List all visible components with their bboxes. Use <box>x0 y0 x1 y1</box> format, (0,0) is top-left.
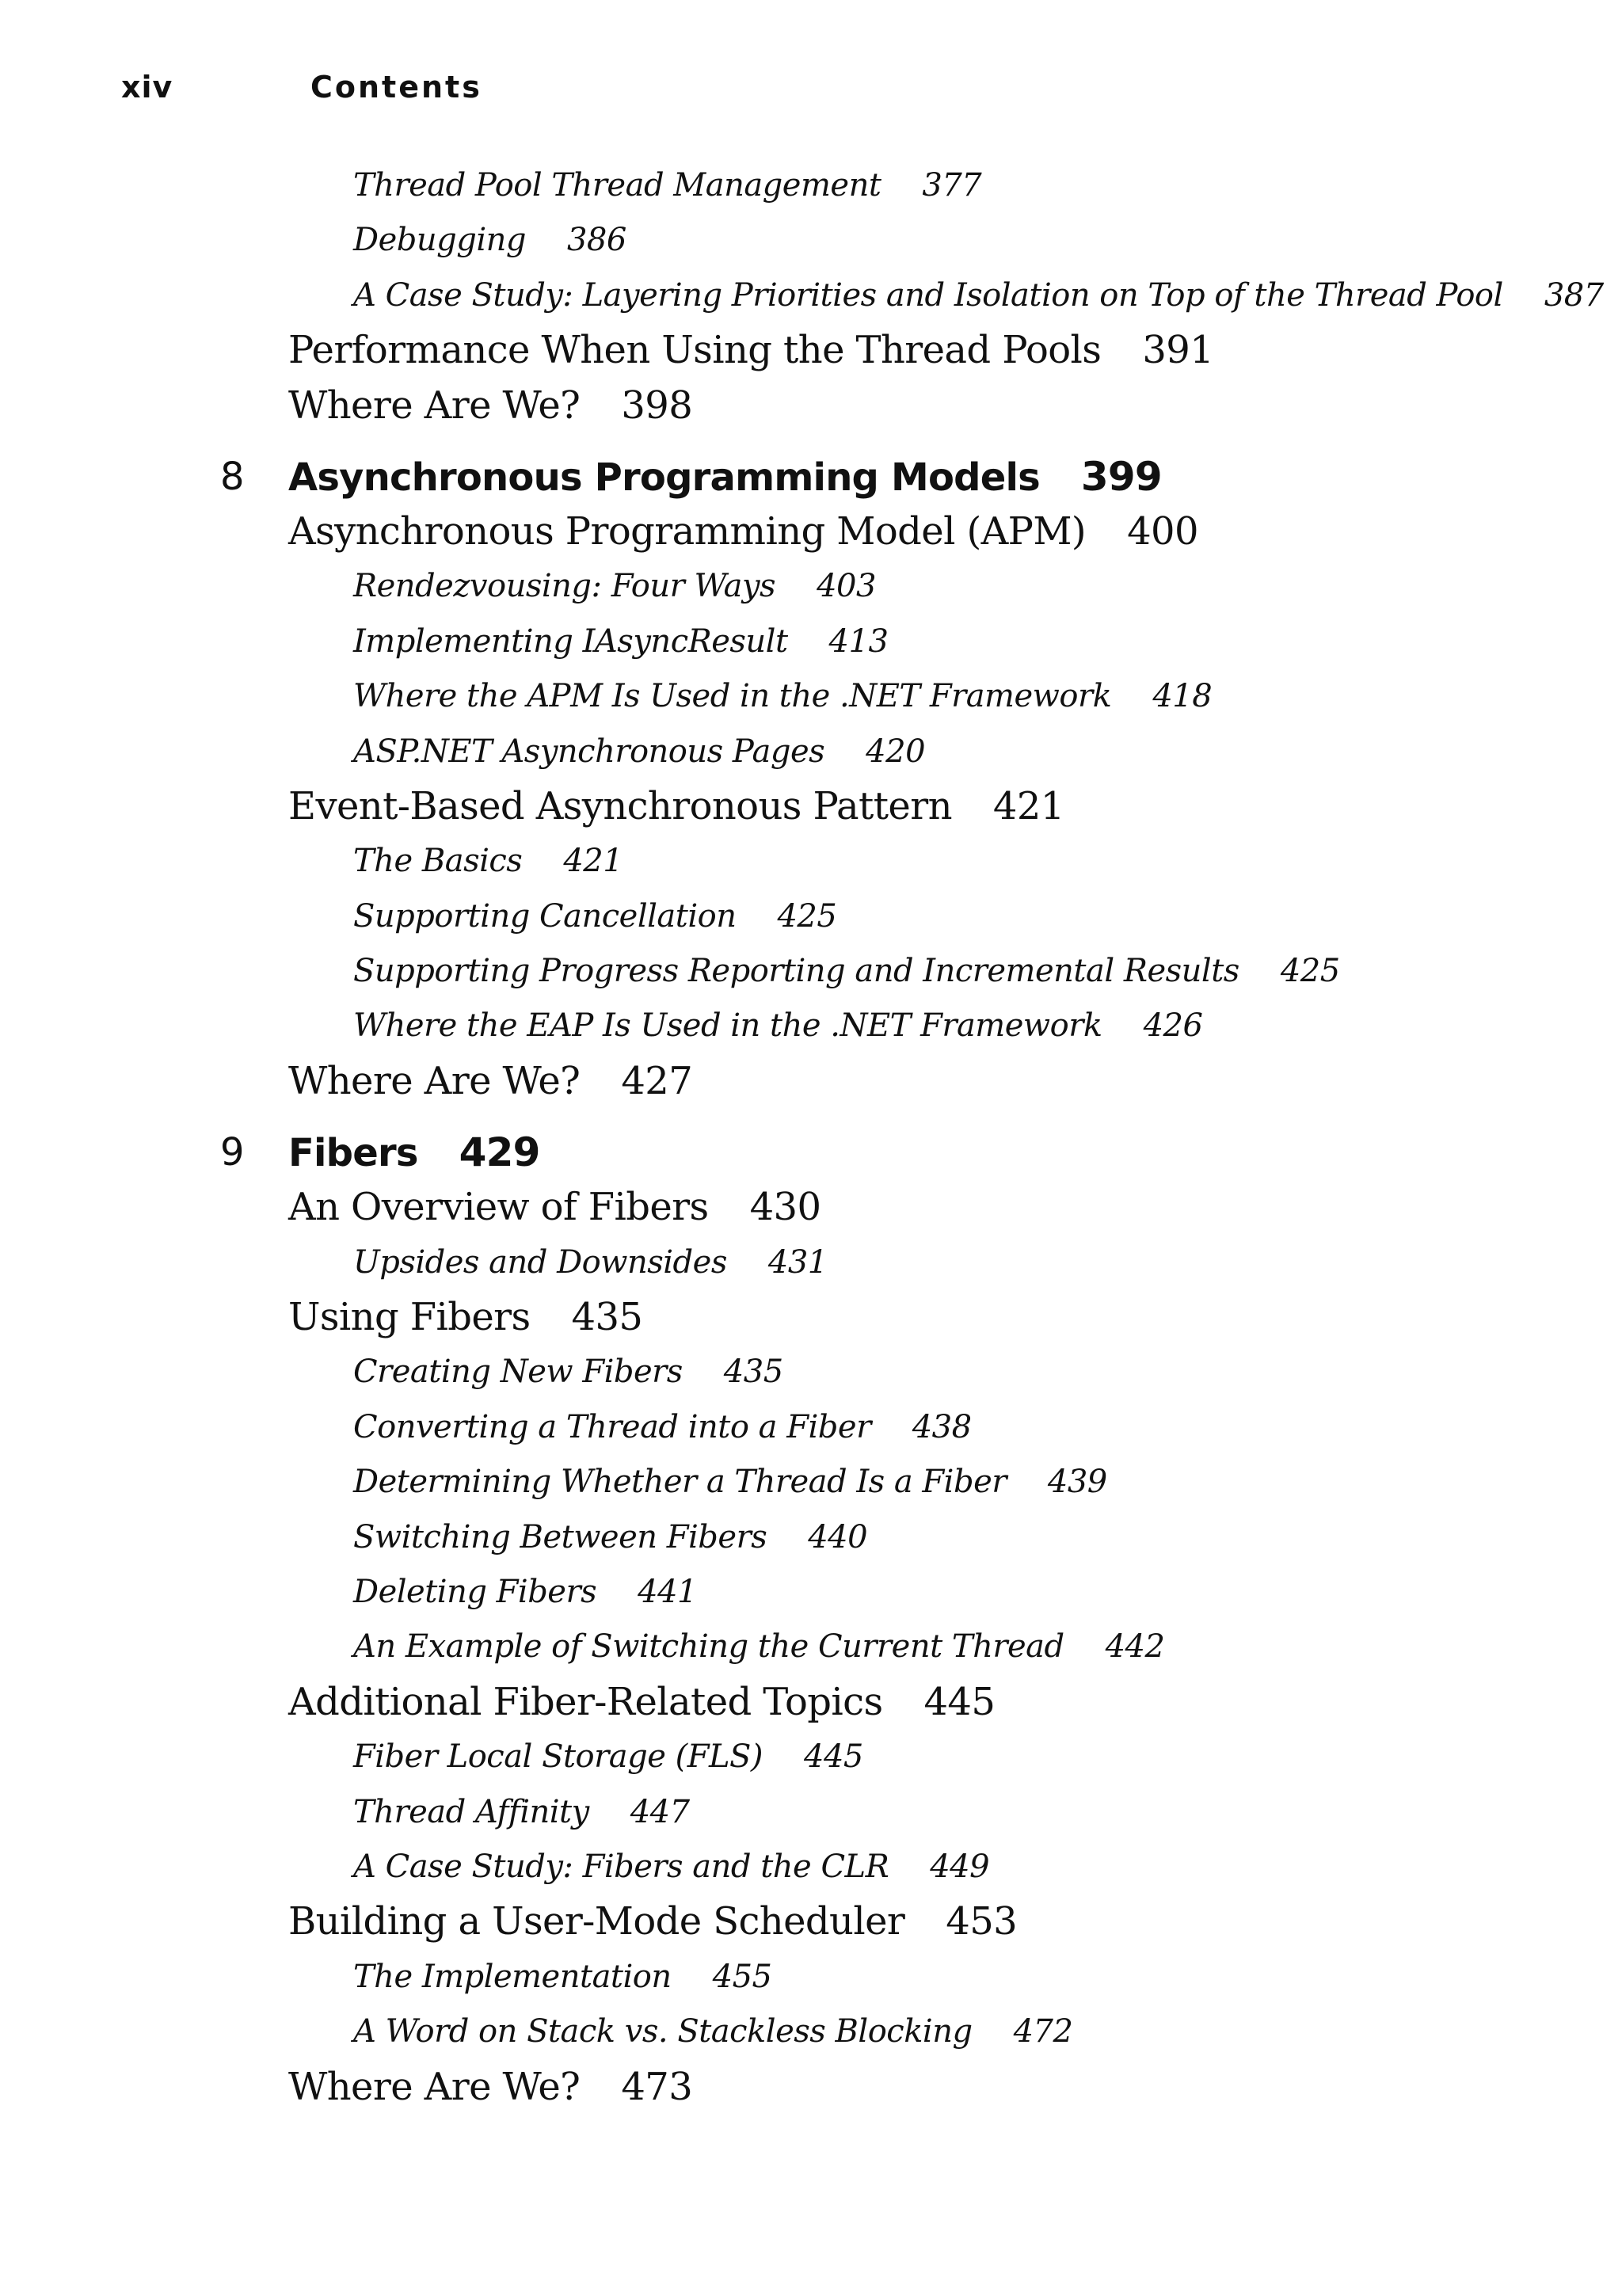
toc-page-number: 430 <box>749 1185 821 1230</box>
toc-page-number: 413 <box>828 623 889 660</box>
toc-entry-title: Rendezvousing: Four Ways <box>353 568 776 605</box>
toc-subsection <box>0 268 1622 323</box>
toc-entry-title: Where Are We? <box>288 1058 581 1103</box>
toc-section <box>0 1894 1622 1949</box>
toc-page-number: 429 <box>459 1129 540 1176</box>
toc-page-number: 386 <box>566 222 626 259</box>
toc-page-number: 440 <box>808 1518 868 1555</box>
toc-section <box>0 2060 1622 2115</box>
toc-entry-title: A Case Study: Fibers and the CLR <box>353 1848 889 1885</box>
toc-entry-title: Where Are We? <box>288 2064 581 2109</box>
toc-page-number: 403 <box>817 568 876 605</box>
toc-entry-title: Deleting Fibers <box>353 1573 597 1610</box>
toc-entry-title: Using Fibers <box>288 1295 531 1340</box>
toc-page-number: 426 <box>1143 1007 1203 1045</box>
toc-section <box>0 379 1622 433</box>
toc-entry-title: Event-Based Asynchronous Pattern <box>288 783 952 828</box>
toc-entry-title: Supporting Cancellation <box>353 897 737 935</box>
toc-entry-title: An Example of Switching the Current Thread <box>353 1628 1064 1666</box>
toc-subsection <box>0 2005 1622 2059</box>
toc-entry-title: The Basics <box>353 843 523 880</box>
toc-page-number: 377 <box>922 167 982 204</box>
toc-page-number: 445 <box>923 1679 996 1724</box>
toc-entry-title: Performance When Using the Thread Pools <box>288 328 1102 373</box>
toc-subsection <box>0 1345 1622 1399</box>
toc-page-number: 438 <box>912 1408 972 1445</box>
toc-page-number: 472 <box>1013 2013 1073 2050</box>
toc-section <box>0 1180 1622 1235</box>
toc-entry-title: Converting a Thread into a Fiber <box>353 1408 871 1445</box>
toc-page-number: 445 <box>804 1738 863 1776</box>
running-head <box>0 70 1622 117</box>
toc-page-number: 439 <box>1047 1464 1107 1501</box>
toc-entry-title: A Word on Stack vs. Stackless Blocking <box>353 2013 973 2050</box>
toc-entry-title: Fiber Local Storage (FLS) <box>353 1738 763 1776</box>
toc-entry-title: Fibers <box>288 1131 418 1176</box>
toc-page-number: 441 <box>638 1573 697 1610</box>
toc-entry-title: Where Are We? <box>288 383 581 428</box>
toc-section <box>0 323 1622 378</box>
toc-entry-title: The Implementation <box>353 1958 672 1995</box>
toc-subsection <box>0 1236 1622 1290</box>
toc-page-number: 449 <box>930 1848 990 1885</box>
toc-section <box>0 1675 1622 1730</box>
toc-page-number: 387 <box>1544 276 1604 314</box>
toc-entry-title: Determining Whether a Thread Is a Fiber <box>353 1464 1007 1501</box>
toc-entry-title: Asynchronous Programming Models <box>288 455 1040 500</box>
toc-entry-title: Where the EAP Is Used in the .NET Framework <box>353 1007 1102 1045</box>
toc-subsection <box>0 1785 1622 1840</box>
toc-subsection <box>0 1950 1622 2005</box>
toc-page-number: 427 <box>621 1058 693 1103</box>
toc-page-number: 421 <box>992 783 1064 828</box>
toc-page-number: 442 <box>1105 1628 1165 1666</box>
toc-subsection <box>0 669 1622 724</box>
toc-subsection <box>0 889 1622 944</box>
toc-subsection <box>0 1400 1622 1455</box>
toc-entry-title: Creating New Fibers <box>353 1354 683 1391</box>
toc-page-number: 453 <box>946 1899 1018 1944</box>
toc-entry-title: Thread Affinity <box>353 1793 589 1830</box>
toc-entry-title: Asynchronous Programming Model (APM) <box>288 508 1087 554</box>
toc-subsection <box>0 1565 1622 1620</box>
page-folio: xiv <box>121 70 173 105</box>
toc-chapter <box>0 1109 1622 1180</box>
toc-entry-title: A Case Study: Layering Priorities and Isolation on Top of the Thread Pool <box>353 276 1503 314</box>
toc-entry-title: Building a User-Mode Scheduler <box>288 1899 905 1944</box>
toc-entry-title: ASP.NET Asynchronous Pages <box>353 733 825 770</box>
toc-section <box>0 505 1622 559</box>
toc-entry-title: Supporting Progress Reporting and Incremental Results <box>353 953 1239 990</box>
toc-entry-title: Additional Fiber-Related Topics <box>288 1679 883 1724</box>
toc-page-number: 418 <box>1152 678 1213 715</box>
toc-page-number: 435 <box>723 1354 783 1391</box>
toc-entry-title: Implementing IAsyncResult <box>353 623 788 660</box>
toc-subsection <box>0 158 1622 213</box>
toc-subsection <box>0 213 1622 268</box>
toc-chapter <box>0 433 1622 505</box>
chapter-number: 8 <box>220 454 244 499</box>
toc-subsection <box>0 725 1622 779</box>
toc-entry-title: Switching Between Fibers <box>353 1518 767 1555</box>
toc-entry-title: Where the APM Is Used in the .NET Framework <box>353 678 1112 715</box>
toc-section <box>0 779 1622 834</box>
toc-page-number: 398 <box>621 383 693 428</box>
chapter-number: 9 <box>220 1130 244 1175</box>
toc-page-number: 425 <box>777 897 837 935</box>
toc-entry-title: Upsides and Downsides <box>353 1243 727 1281</box>
toc-entry-title: Debugging <box>353 222 526 259</box>
toc-entry-title: Thread Pool Thread Management <box>353 167 881 204</box>
toc-subsection <box>0 559 1622 614</box>
toc-page-number: 421 <box>563 843 623 880</box>
toc-page-number: 447 <box>630 1793 690 1830</box>
toc-entry-title: An Overview of Fibers <box>288 1185 709 1230</box>
toc-subsection <box>0 1730 1622 1784</box>
toc-subsection <box>0 1620 1622 1674</box>
toc-page-number: 455 <box>712 1958 772 1995</box>
toc-subsection <box>0 944 1622 999</box>
running-title: Contents <box>310 70 482 105</box>
toc-subsection <box>0 1510 1622 1565</box>
toc-section <box>0 1054 1622 1109</box>
toc-subsection <box>0 834 1622 889</box>
toc-page-number: 391 <box>1142 328 1214 373</box>
toc-subsection <box>0 1840 1622 1894</box>
toc-subsection <box>0 615 1622 669</box>
toc-subsection <box>0 1455 1622 1510</box>
toc-page-number: 435 <box>571 1295 643 1340</box>
toc-page-number: 400 <box>1127 508 1198 554</box>
table-of-contents <box>0 158 1622 2115</box>
toc-page-number: 425 <box>1280 953 1340 990</box>
toc-page-number: 431 <box>767 1243 828 1281</box>
toc-section <box>0 1290 1622 1345</box>
toc-page-number: 420 <box>866 733 926 770</box>
toc-page-number: 473 <box>621 2064 693 2109</box>
toc-subsection <box>0 999 1622 1053</box>
toc-page-number: 399 <box>1080 453 1162 500</box>
